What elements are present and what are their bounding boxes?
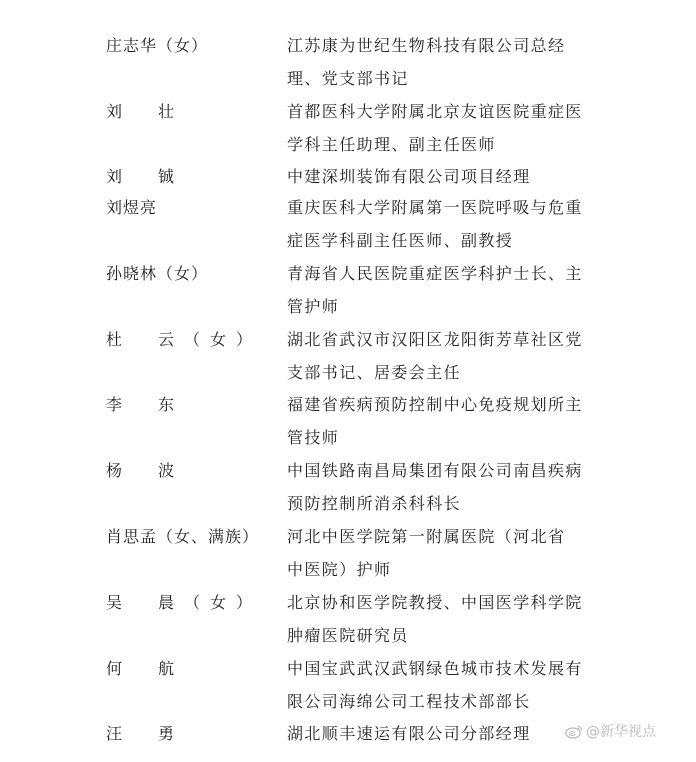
description-line: 预防控制所消杀科科长 (287, 494, 462, 513)
description-line: 湖北省武汉市汉阳区龙阳街芳草社区党 (287, 330, 583, 349)
person-name: 肖思孟（女、满族） (106, 527, 260, 546)
description-line: 湖北顺丰速运有限公司分部经理 (287, 724, 531, 743)
description-line: 学科主任助理、副主任医师 (287, 135, 496, 154)
description-line: 中国铁路南昌局集团有限公司南昌疾病 (287, 461, 583, 480)
description-line: 中建深圳装饰有限公司项目经理 (287, 167, 531, 186)
person-name: 杜 云（女） (106, 330, 263, 349)
person-description (287, 102, 592, 168)
weibo-icon (565, 724, 583, 739)
person-name: 刘 壮 (106, 102, 185, 121)
person-description (287, 461, 592, 527)
person-description (287, 593, 592, 659)
person-description (287, 264, 592, 330)
person-description (287, 330, 592, 396)
description-line: 北京协和医学院教授、中国医学科学院 (287, 593, 583, 612)
person-description (287, 36, 592, 102)
person-name: 刘煜亮 (106, 198, 158, 217)
person-description (287, 395, 592, 461)
person-name: 汪 勇 (106, 724, 185, 743)
description-line: 首都医科大学附属北京友谊医院重症医 (287, 102, 583, 121)
description-line: 福建省疾病预防控制中心免疫规划所主 (287, 395, 583, 414)
description-line: 江苏康为世纪生物科技有限公司总经 (287, 36, 566, 55)
description-line: 症医学科副主任医师、副教授 (287, 231, 514, 250)
person-name: 杨 波 (106, 461, 185, 480)
description-line: 中国宝武武汉武钢绿色城市技术发展有 (287, 659, 583, 678)
description-line: 支部书记、居委会主任 (287, 363, 462, 382)
description-line: 重庆医科大学附属第一医院呼吸与危重 (287, 198, 583, 217)
watermark-text: @新华视点 (586, 724, 656, 740)
person-description (287, 527, 592, 593)
description-line: 中医院）护师 (287, 560, 392, 579)
description-line: 肿瘤医院研究员 (287, 626, 409, 645)
watermark (565, 720, 656, 742)
description-line: 青海省人民医院重症医学科护士长、主 (287, 264, 583, 283)
person-name: 刘 铖 (106, 167, 185, 186)
description-line: 管技师 (287, 428, 340, 447)
person-description (287, 724, 592, 757)
person-name: 孙晓林（女） (106, 264, 209, 283)
description-line: 河北中医学院第一附属医院（河北省 (287, 527, 566, 546)
person-name: 何 航 (106, 659, 185, 678)
person-name: 李 东 (106, 395, 185, 414)
person-description (287, 167, 592, 200)
person-name: 吴 晨（女） (106, 593, 263, 612)
description-line: 限公司海绵公司工程技术部部长 (287, 692, 531, 711)
person-name: 庄志华（女） (106, 36, 209, 55)
description-line: 理、党支部书记 (287, 69, 409, 88)
person-description (287, 198, 592, 264)
description-line: 管护师 (287, 297, 340, 316)
person-description (287, 659, 592, 725)
